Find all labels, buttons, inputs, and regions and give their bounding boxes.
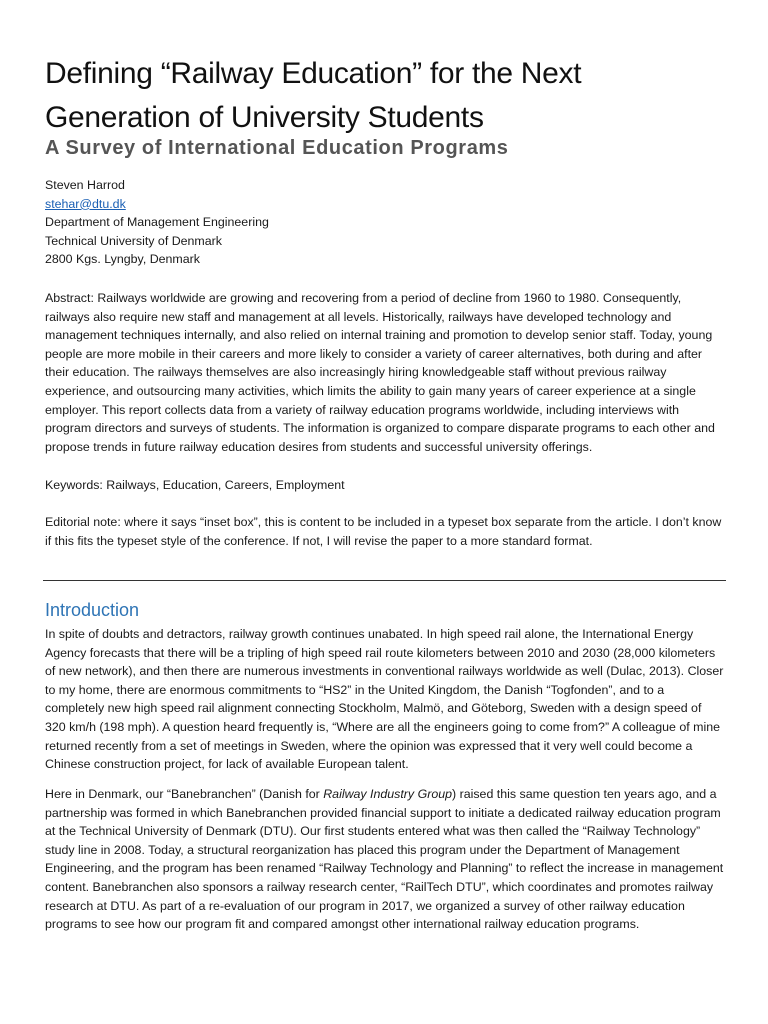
paragraph2-rest: ) raised this same question ten years ago, and a partnership was formed in which Banebranchen provided financial support to initiate a dedicated railway education program at the Technical University of Denmark (DTU). Our first students entered what was then called the “Railway Technology” study line in 2008. Today, a structural reorganization has placed this program under the Department of Management Engineering, and the program has been renamed “Railway Technology and Planning” to reflect the increase in management content. Banebranchen also sponsors a railway research center, “RailTech DTU”, which coordinates and promotes railway research at DTU. As part of a re-evaluation of our program in 2017, we organized a survey of other railway education programs to see how our program fit and compared amongst other international railway education programs.: [45, 787, 724, 932]
author-address: 2800 Kgs. Lyngby, Denmark: [45, 252, 200, 267]
author-block: [45, 176, 269, 269]
abstract-text: Railways worldwide are growing and recovering from a period of decline from 1960 to 1980. Consequently, railways also require new staff and management at all levels. Historically, railways have developed technology and management techniques internally, and also relied on internal training and promotion to develop senior staff. Today, young people are more mobile in their careers and more likely to consider a variety of career alternatives, both during and after their education. The railways themselves are also increasingly hiring knowledgeable staff without previous railway experience, and outsourcing many activities, which limits the ability to gain many years of career experience at a single employer. This report collects data from a variety of railway education programs worldwide, including interviews with program directors and surveys of students. The information is organized to compare disparate programs to each other and propose trends in future railway education desires from students and successful university offerings.: [45, 291, 715, 454]
keywords-line: Keywords: Railways, Education, Careers, Employment: [45, 478, 345, 492]
author-institution: Technical University of Denmark: [45, 233, 222, 248]
abstract-paragraph: [45, 289, 725, 456]
author-name: Steven Harrod: [45, 178, 125, 192]
author-email-link[interactable]: stehar@dtu.dk: [45, 196, 126, 211]
introduction-heading: Introduction: [45, 600, 140, 620]
horizontal-divider: [43, 580, 726, 581]
paragraph2-start: Here in Denmark, our “Banebranchen” (Danish for: [45, 787, 324, 801]
editorial-note: Editorial note: where it says “inset box”, this is content to be included in a typeset box separate from the article. I don’t know if this fits the typeset style of the conference. If not, I will revise the paper to a more standard format.: [45, 515, 722, 548]
introduction-paragraph-1: In spite of doubts and detractors, railway growth continues unabated. In high speed rail alone, the International Energy Agency forecasts that there will be a tripling of high speed rail route kilometers between 2010 and 2030 (28,000 kilometers of new network), and then there are numerous investments in conventional railways worldwide as well (Dulac, 2013). Closer to my home, there are enormous commitments to “HS2” in the United Kingdom, the Danish “Togfonden”, and to a completely new high speed rail alignment connecting Stockholm, Malmö, and Göteborg, Sweden with a design speed of 320 km/h (198 mph). A question heard frequently is, “Where are all the engineers going to come from?” A colleague of mine returned recently from a set of meetings in Sweden, where the opinion was expressed that it very well could become a Chinese construction project, for lack of available European talent.: [45, 627, 724, 772]
paper-subtitle: A Survey of International Education Programs: [45, 137, 509, 159]
introduction-paragraph-2: [45, 785, 725, 934]
author-department: Department of Management Engineering: [45, 215, 269, 230]
paragraph2-italic: Railway Industry Group: [323, 787, 453, 801]
abstract-label: Abstract:: [45, 291, 94, 305]
paper-title: Defining “Railway Education” for the Next Generation of University Students: [45, 57, 582, 134]
